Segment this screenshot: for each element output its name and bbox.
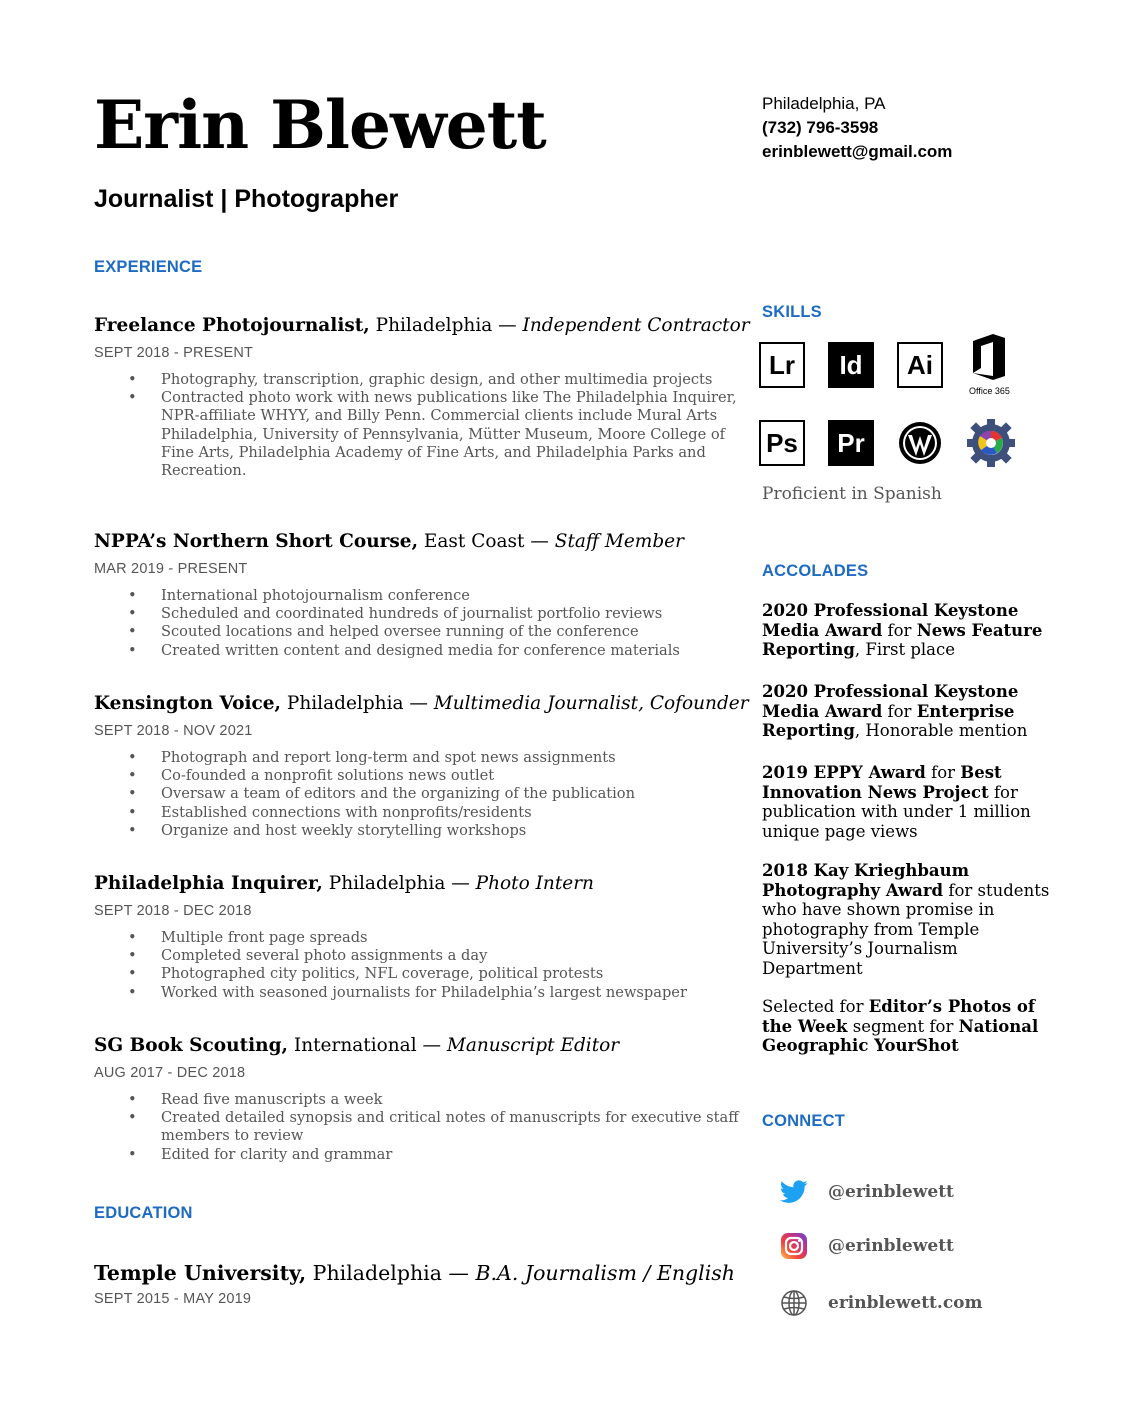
job-dates: SEPT 2018 - PRESENT <box>94 345 254 361</box>
job-bullet: • Photography, transcription, graphic design, and other multimedia projects <box>94 371 744 389</box>
website-url[interactable]: erinblewett.com <box>828 1293 983 1313</box>
accolade-text: , First place <box>854 640 956 660</box>
accolade-item <box>762 861 1052 979</box>
person-name: Erin Blewett <box>94 86 546 164</box>
job-bullet: • Worked with seasoned journalists for Philadelphia’s largest newspaper <box>94 984 744 1002</box>
job-role: Independent Contractor <box>522 315 750 336</box>
accolade-text: for publication with under 1 million unique page views <box>762 782 1031 841</box>
accolade-item <box>762 997 1052 1056</box>
accolade-bold: 2020 Professional Keystone Media Award <box>762 682 1019 721</box>
job-bullet: • Multiple front page spreads <box>94 929 744 947</box>
job-bullet: • Oversaw a team of editors and the organizing of the publication <box>94 785 744 803</box>
contact-block <box>762 92 952 164</box>
instagram-link[interactable] <box>780 1230 954 1262</box>
accolade-text: segment for <box>847 1016 959 1036</box>
accolade-bold: 2018 Kay Krieghbaum Photography Award <box>762 861 970 900</box>
job-title <box>94 313 750 339</box>
job-org: SG Book Scouting, <box>94 1035 288 1056</box>
job-place: Philadelphia — <box>281 693 434 714</box>
job-place: Philadelphia — <box>369 315 523 336</box>
accolades-heading: ACCOLADES <box>762 562 869 580</box>
job-role: Manuscript Editor <box>446 1035 620 1056</box>
education-place: Philadelphia — <box>306 1261 476 1285</box>
job-bullet: • Created detailed synopsis and critical notes of manuscripts for executive staff members to review <box>94 1109 744 1145</box>
indesign-icon <box>828 342 874 388</box>
accolade-bold: Best Innovation News Project <box>762 763 1002 802</box>
accolade-bold: News Feature Reporting <box>762 620 1043 660</box>
job-org: Kensington Voice, <box>94 693 281 714</box>
wordpress-icon <box>897 420 943 466</box>
accolade-bold: Enterprise Reporting <box>762 701 1015 741</box>
job-title <box>94 871 744 897</box>
twitter-link[interactable] <box>780 1176 954 1208</box>
accolade-bold: 2020 Professional Keystone Media Award <box>762 601 1019 640</box>
accolade-item <box>762 601 1052 660</box>
accolade-text: for <box>882 620 917 640</box>
globe-icon <box>780 1289 808 1317</box>
job-bullet: • Contracted photo work with news publications like The Philadelphia Inquirer, NPR-affiliate WHYY, and Billy Penn. Commercial clients include Mural Arts Philadelphia, University of Pennsylvania, Mütter Museum, Moore College of Fine Arts, Philadelphia Academy of Fine Arts, and Philadelphia Parks and Recreation. <box>94 389 744 480</box>
job-org: NPPA’s Northern Short Course, <box>94 531 419 552</box>
office365-label: Office 365 <box>969 386 1010 396</box>
skills-heading: SKILLS <box>762 303 822 321</box>
education-degree: B.A. Journalism / English <box>475 1261 735 1285</box>
job-bullet: • Photograph and report long-term and spot news assignments <box>94 749 744 767</box>
accolade-item <box>762 763 1052 841</box>
accolade-text: for students who have shown promise in photography from Temple University’s Journalism Department <box>762 880 1050 978</box>
office365-icon <box>969 332 1009 382</box>
website-link[interactable] <box>780 1287 983 1319</box>
photoshop-label: Ps <box>766 427 798 458</box>
job-org: Philadelphia Inquirer, <box>94 873 323 894</box>
indesign-label: Id <box>839 349 863 380</box>
job-bullets <box>94 929 744 1002</box>
job-title <box>94 529 744 555</box>
connect-heading: CONNECT <box>762 1112 845 1130</box>
illustrator-icon <box>897 342 943 388</box>
education-heading: EDUCATION <box>94 1204 193 1222</box>
lightroom-label: Lr <box>769 349 795 380</box>
contact-email[interactable]: erinblewett@gmail.com <box>762 142 953 161</box>
education-title <box>94 1259 744 1287</box>
job-dates: AUG 2017 - DEC 2018 <box>94 1065 246 1081</box>
illustrator-label: Ai <box>907 349 933 380</box>
accolade-item <box>762 682 1052 741</box>
job-place: East Coast — <box>418 531 555 552</box>
job-entry <box>94 313 750 480</box>
job-dates: SEPT 2018 - NOV 2021 <box>94 723 253 739</box>
job-bullets <box>94 371 744 480</box>
job-bullets <box>94 587 744 660</box>
job-place: International — <box>288 1035 447 1056</box>
job-bullet: • Photographed city politics, NFL coverage, political protests <box>94 965 744 983</box>
twitter-icon <box>780 1180 808 1204</box>
job-entry <box>94 691 749 840</box>
lightroom-icon <box>759 342 805 388</box>
accolade-bold: National Geographic YourShot <box>762 1016 1039 1056</box>
job-org: Freelance Photojournalist, <box>94 315 370 336</box>
job-role: Staff Member <box>554 531 684 552</box>
contact-location: Philadelphia, PA <box>762 94 886 113</box>
job-role: Photo Intern <box>475 873 594 894</box>
job-bullets <box>94 1091 744 1164</box>
job-place: Philadelphia — <box>322 873 476 894</box>
job-bullets <box>94 749 744 840</box>
job-entry <box>94 529 744 660</box>
instagram-handle[interactable]: @erinblewett <box>828 1236 954 1256</box>
gear-glyph <box>966 418 1016 468</box>
experience-heading: EXPERIENCE <box>94 258 203 276</box>
job-dates: MAR 2019 - PRESENT <box>94 561 248 577</box>
job-bullet: • Co-founded a nonprofit solutions news outlet <box>94 767 744 785</box>
job-title <box>94 691 749 717</box>
language-skill: Proficient in Spanish <box>762 484 942 504</box>
job-entry <box>94 871 744 1002</box>
education-dates: SEPT 2015 - MAY 2019 <box>94 1291 252 1307</box>
job-entry <box>94 1033 744 1164</box>
job-bullet: • Scouted locations and helped oversee running of the conference <box>94 623 744 641</box>
education-entry <box>94 1259 744 1307</box>
photoshop-icon <box>759 420 805 466</box>
education-org: Temple University, <box>94 1261 307 1285</box>
job-bullet: • Established connections with nonprofits/residents <box>94 804 744 822</box>
premiere-label: Pr <box>837 427 865 458</box>
accolade-text: Selected for <box>762 997 869 1016</box>
accolade-text: for <box>882 701 917 721</box>
job-bullet: • Read five manuscripts a week <box>94 1091 744 1109</box>
wordpress-glyph <box>897 420 943 466</box>
person-subtitle: Journalist | Photographer <box>94 185 399 213</box>
job-bullet: • Edited for clarity and grammar <box>94 1146 744 1164</box>
accolade-bold: 2019 EPPY Award <box>762 763 926 782</box>
accolade-text: for <box>925 763 961 782</box>
office365-glyph <box>969 332 1009 382</box>
job-bullet: • Scheduled and coordinated hundreds of journalist portfolio reviews <box>94 605 744 623</box>
accolade-bold: Editor’s Photos of the Week <box>762 997 1035 1036</box>
gear-icon <box>966 418 1016 468</box>
instagram-icon <box>780 1232 808 1260</box>
accolade-text: , Honorable mention <box>854 721 1028 741</box>
job-role: Multimedia Journalist, Cofounder <box>433 693 749 714</box>
premiere-icon <box>828 420 874 466</box>
job-bullet: • Created written content and designed media for conference materials <box>94 642 744 660</box>
job-bullet: • Organize and host weekly storytelling workshops <box>94 822 744 840</box>
contact-phone[interactable]: (732) 796-3598 <box>762 118 879 137</box>
job-title <box>94 1033 744 1059</box>
job-bullet: • International photojournalism conference <box>94 587 744 605</box>
job-dates: SEPT 2018 - DEC 2018 <box>94 903 252 919</box>
twitter-handle[interactable]: @erinblewett <box>828 1182 954 1202</box>
job-bullet: • Completed several photo assignments a day <box>94 947 744 965</box>
